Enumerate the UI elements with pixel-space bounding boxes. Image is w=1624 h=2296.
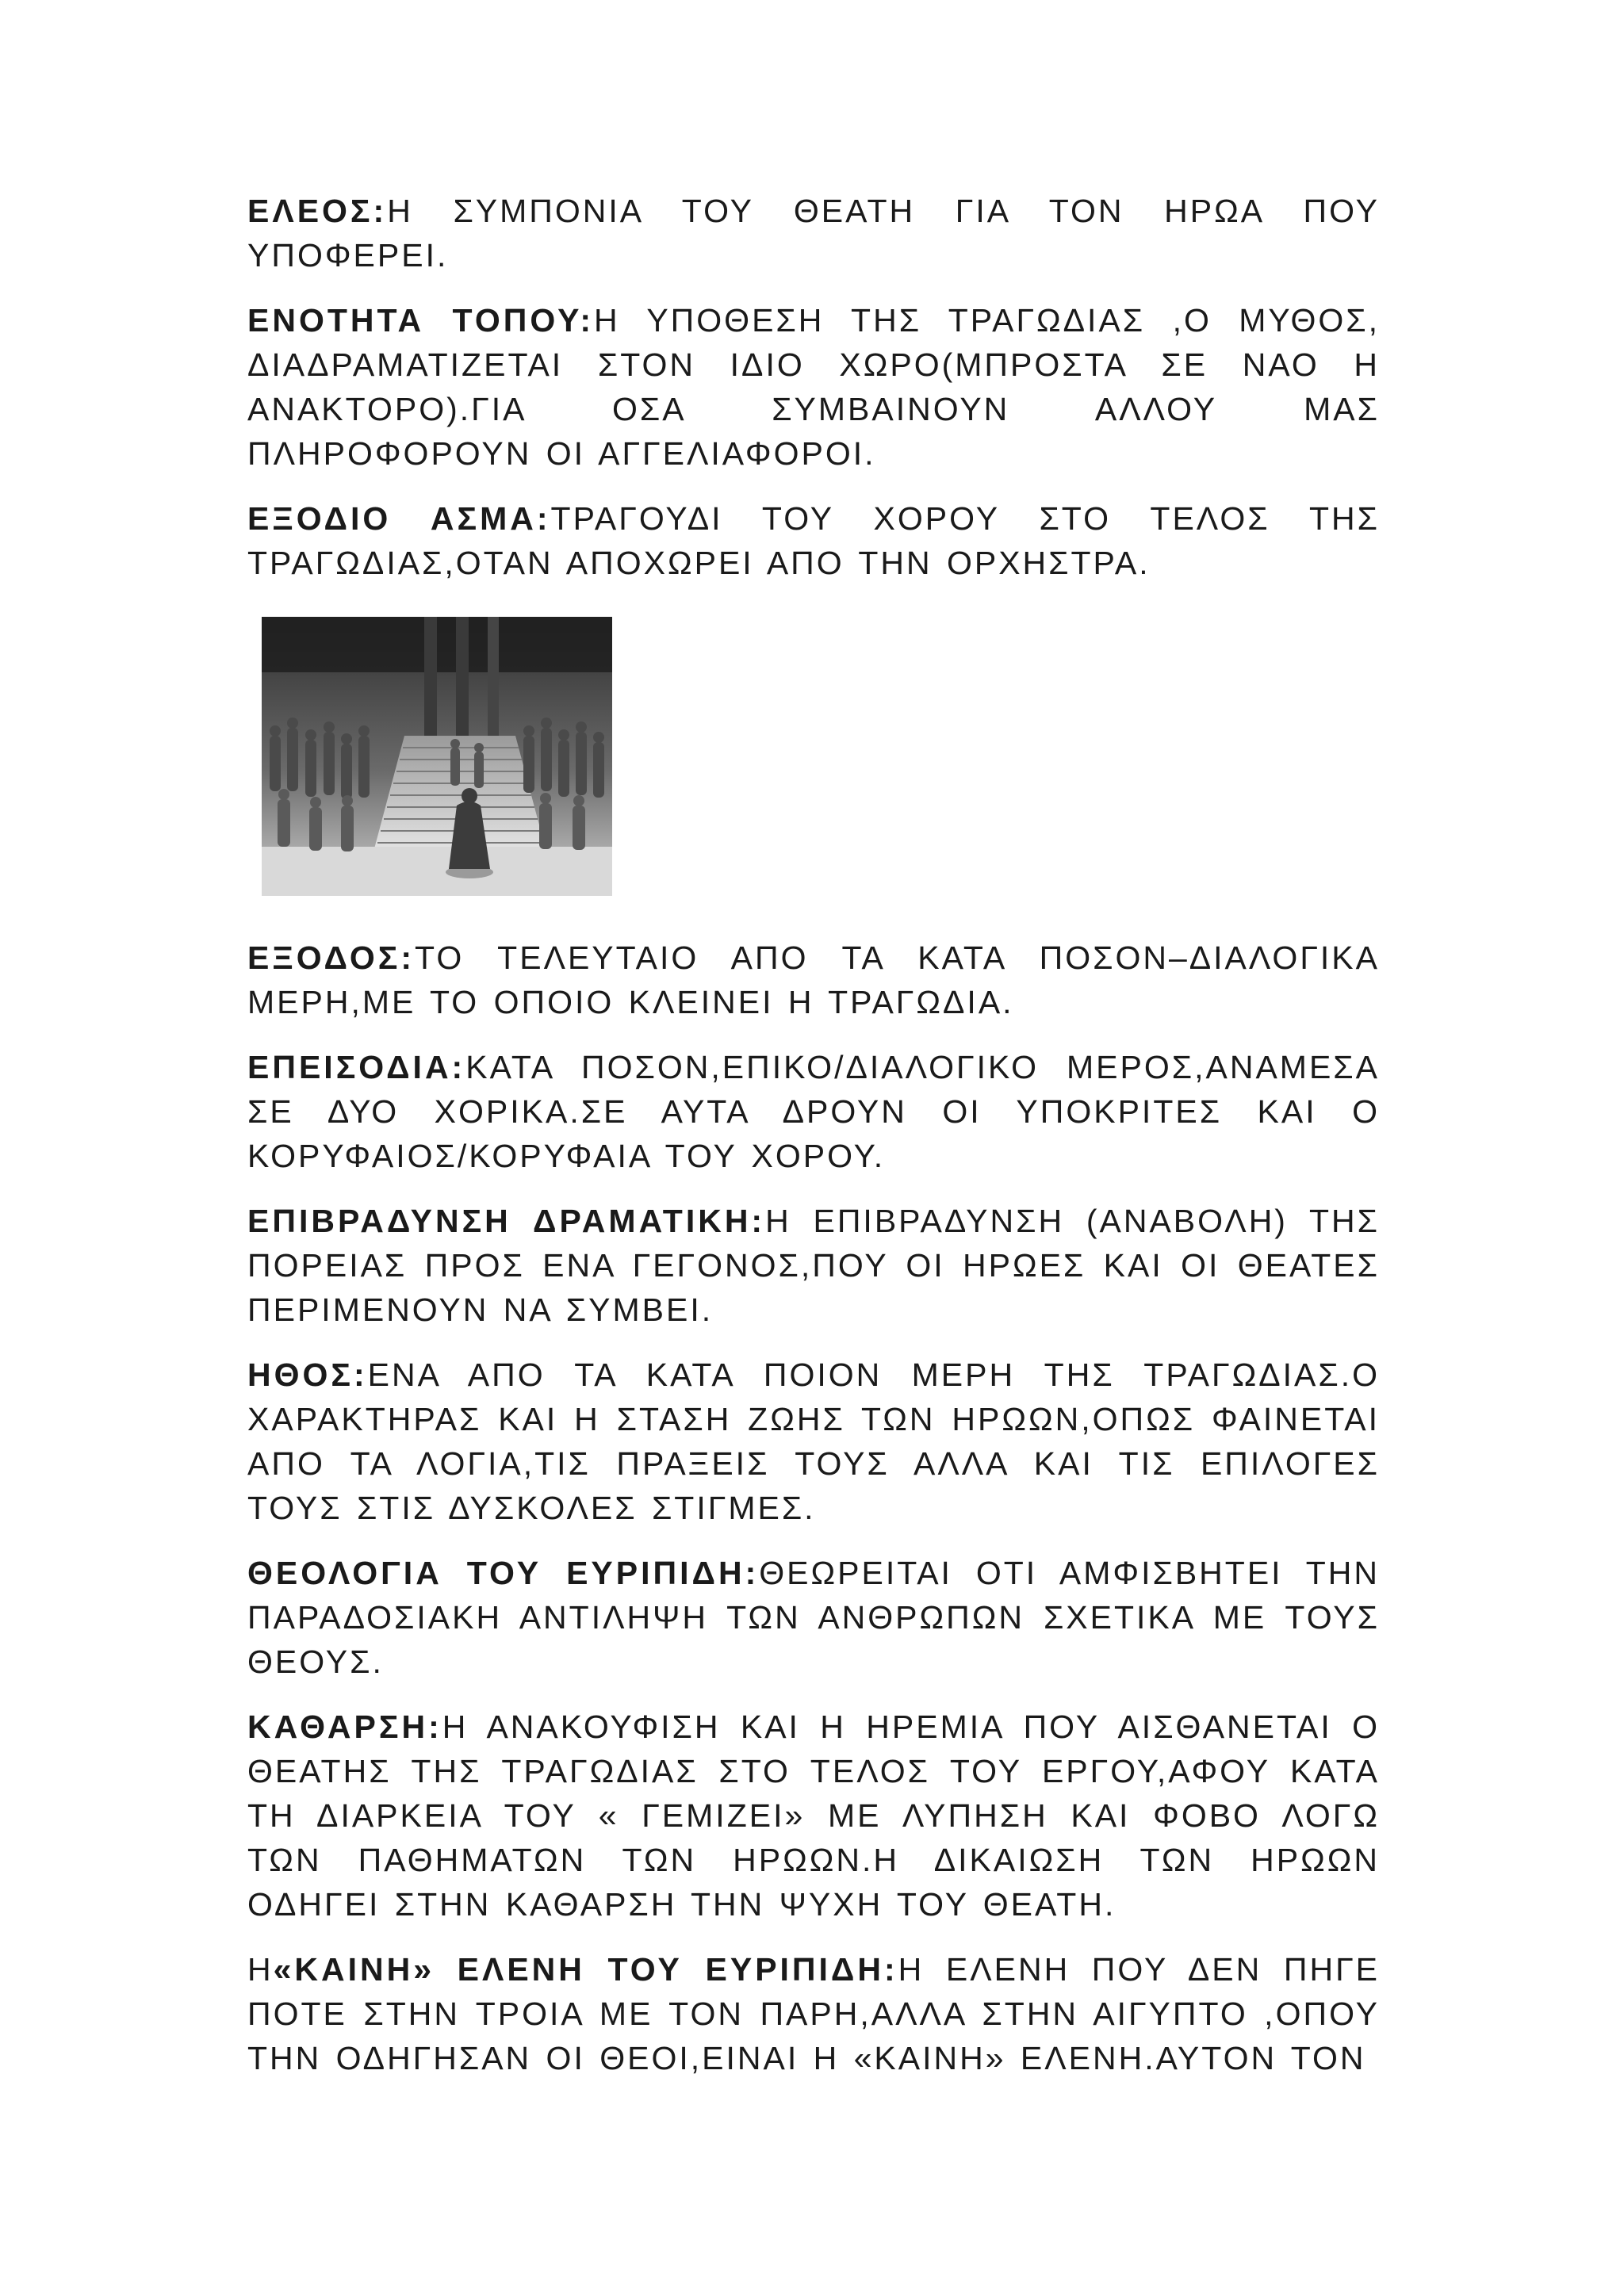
entry-text: ΕΝΑ ΑΠΟ ΤΑ ΚΑΤΑ ΠΟΙΟΝ ΜΕΡΗ ΤΗΣ ΤΡΑΓΩΔΙΑΣ.Ο ΧΑΡΑΚΤΗΡΑΣ ΚΑΙ Η ΣΤΑΣΗ ΖΩΗΣ ΤΩΝ ΗΡΩΩΝ,ΟΠΩΣ ΦΑΙΝΕΤΑΙ ΑΠΟ ΤΑ ΛΟΓΙΑ,ΤΙΣ ΠΡΑΞΕΙΣ ΤΟΥΣ ΑΛΛΑ ΚΑΙ ΤΙΣ ΕΠΙΛΟΓΕΣ ΤΟΥΣ ΣΤΙΣ ΔΥΣΚΟΛΕΣ ΣΤΙΓΜΕΣ. — [247, 1357, 1380, 1526]
entry-term: ΕΠΕΙΣΟΔΙΑ: — [247, 1049, 466, 1085]
glossary-entry-epivradynsi — [247, 1199, 1380, 1332]
glossary-entry-exodio-asma — [247, 496, 1380, 585]
glossary-entry-eleos — [247, 189, 1380, 277]
entry-text: Η ΕΛΕΝΗ ΠΟΥ ΔΕΝ ΠΗΓΕ ΠΟΤΕ ΣΤΗΝ ΤΡΟΙΑ ΜΕ ΤΟΝ ΠΑΡΗ,ΑΛΛΑ ΣΤΗΝ ΑΙΓΥΠΤΟ ,ΟΠΟΥ ΤΗΝ ΟΔΗΓΗΣΑΝ ΟΙ ΘΕΟΙ,ΕΙΝΑΙ Η «ΚΑΙΝΗ» ΕΛΕΝΗ.ΑΥΤΟΝ ΤΟΝ — [247, 1951, 1380, 2076]
glossary-entry-exodos — [247, 936, 1380, 1024]
entry-term: ΗΘΟΣ: — [247, 1357, 368, 1393]
entry-prefix: Η — [247, 1951, 274, 1988]
entry-term: ΕΞΟΔΟΣ: — [247, 939, 416, 976]
entry-term: ΕΞΟΔΙΟ ΑΣΜΑ: — [247, 500, 551, 537]
entry-term: ΕΛΕΟΣ: — [247, 193, 388, 229]
glossary-entry-katharsi — [247, 1705, 1380, 1927]
entry-text: ΘΕΩΡΕΙΤΑΙ ΟΤΙ ΑΜΦΙΣΒΗΤΕΙ ΤΗΝ ΠΑΡΑΔΟΣΙΑΚΗ ΑΝΤΙΛΗΨΗ ΤΩΝ ΑΝΘΡΩΠΩΝ ΣΧΕΤΙΚΑ ΜΕ ΤΟΥΣ ΘΕΟΥΣ. — [247, 1555, 1381, 1680]
entry-text: Η ΣΥΜΠΟΝΙΑ ΤΟΥ ΘΕΑΤΗ ΓΙΑ ΤΟΝ ΗΡΩΑ ΠΟΥ ΥΠΟΦΕΡΕΙ. — [247, 193, 1380, 274]
entry-term: ΕΝΟΤΗΤΑ ΤΟΠΟΥ: — [247, 302, 595, 339]
entry-text: ΤΡΑΓΟΥΔΙ ΤΟΥ ΧΟΡΟΥ ΣΤΟ ΤΕΛΟΣ ΤΗΣ ΤΡΑΓΩΔΙΑΣ,ΟΤΑΝ ΑΠΟΧΩΡΕΙ ΑΠΟ ΤΗΝ ΟΡΧΗΣΤΡΑ. — [247, 500, 1380, 581]
entry-text: ΤΟ ΤΕΛΕΥΤΑΙΟ ΑΠΟ ΤΑ ΚΑΤΑ ΠΟΣΟΝ–ΔΙΑΛΟΓΙΚΑ ΜΕΡΗ,ΜΕ ΤΟ ΟΠΟΙΟ ΚΛΕΙΝΕΙ Η ΤΡΑΓΩΔΙΑ. — [247, 939, 1380, 1020]
entry-text: Η ΕΠΙΒΡΑΔΥΝΣΗ (ΑΝΑΒΟΛΗ) ΤΗΣ ΠΟΡΕΙΑΣ ΠΡΟΣ ΕΝΑ ΓΕΓΟΝΟΣ,ΠΟΥ ΟΙ ΗΡΩΕΣ ΚΑΙ ΟΙ ΘΕΑΤΕΣ ΠΕΡΙΜΕΝΟΥΝ ΝΑ ΣΥΜΒΕΙ. — [247, 1203, 1380, 1328]
entry-term: ΘΕΟΛΟΓΙΑ ΤΟΥ ΕΥΡΙΠΙΔΗ: — [247, 1555, 760, 1591]
entry-text: ΚΑΤΑ ΠΟΣΟΝ,ΕΠΙΚΟ/ΔΙΑΛΟΓΙΚΟ ΜΕΡΟΣ,ΑΝΑΜΕΣΑ ΣΕ ΔΥΟ ΧΟΡΙΚΑ.ΣΕ ΑΥΤΑ ΔΡΟΥΝ ΟΙ ΥΠΟΚΡΙΤΕΣ ΚΑΙ Ο ΚΟΡΥΦΑΙΟΣ/ΚΟΡΥΦΑΙΑ ΤΟΥ ΧΟΡΟΥ. — [247, 1049, 1380, 1174]
theatre-performance-photo — [262, 617, 612, 896]
entry-text: Η ΥΠΟΘΕΣΗ ΤΗΣ ΤΡΑΓΩΔΙΑΣ ,Ο ΜΥΘΟΣ, ΔΙΑΔΡΑΜΑΤΙΖΕΤΑΙ ΣΤΟΝ ΙΔΙΟ ΧΩΡΟ(ΜΠΡΟΣΤΑ ΣΕ ΝΑΟ Η ΑΝΑΚΤΟΡΟ).ΓΙΑ ΟΣΑ ΣΥΜΒΑΙΝΟΥΝ ΑΛΛΟΥ ΜΑΣ ΠΛΗΡΟΦΟΡΟΥΝ ΟΙ ΑΓΓΕΛΙΑΦΟΡΟΙ. — [247, 302, 1380, 472]
entry-term: ΕΠΙΒΡΑΔΥΝΣΗ ΔΡΑΜΑΤΙΚΗ: — [247, 1203, 766, 1239]
glossary-entry-kaini-eleni — [247, 1947, 1380, 2080]
theatre-stage-image — [262, 617, 612, 896]
glossary-entry-enotita-topou — [247, 298, 1380, 476]
glossary-entry-theologia — [247, 1551, 1380, 1684]
entry-term: «ΚΑΙΝΗ» ΕΛΕΝΗ ΤΟΥ ΕΥΡΙΠΙΔΗ: — [273, 1951, 898, 1988]
glossary-entry-ithos — [247, 1353, 1380, 1530]
glossary-entry-epeisodia — [247, 1045, 1380, 1178]
glossary-content — [247, 189, 1380, 2101]
entry-text: Η ΑΝΑΚΟΥΦΙΣΗ ΚΑΙ Η ΗΡΕΜΙΑ ΠΟΥ ΑΙΣΘΑΝΕΤΑΙ Ο ΘΕΑΤΗΣ ΤΗΣ ΤΡΑΓΩΔΙΑΣ ΣΤΟ ΤΕΛΟΣ ΤΟΥ ΕΡΓΟΥ,ΑΦΟΥ ΚΑΤΑ ΤΗ ΔΙΑΡΚΕΙΑ ΤΟΥ « ΓΕΜΙΖΕΙ» ΜΕ ΛΥΠΗΣΗ ΚΑΙ ΦΟΒΟ ΛΟΓΩ ΤΩΝ ΠΑΘΗΜΑΤΩΝ ΤΩΝ ΗΡΩΩΝ.Η ΔΙΚΑΙΩΣΗ ΤΩΝ ΗΡΩΩΝ ΟΔΗΓΕΙ ΣΤΗΝ ΚΑΘΑΡΣΗ ΤΗΝ ΨΥΧΗ ΤΟΥ ΘΕΑΤΗ. — [247, 1709, 1380, 1923]
entry-term: ΚΑΘΑΡΣΗ: — [247, 1709, 442, 1745]
